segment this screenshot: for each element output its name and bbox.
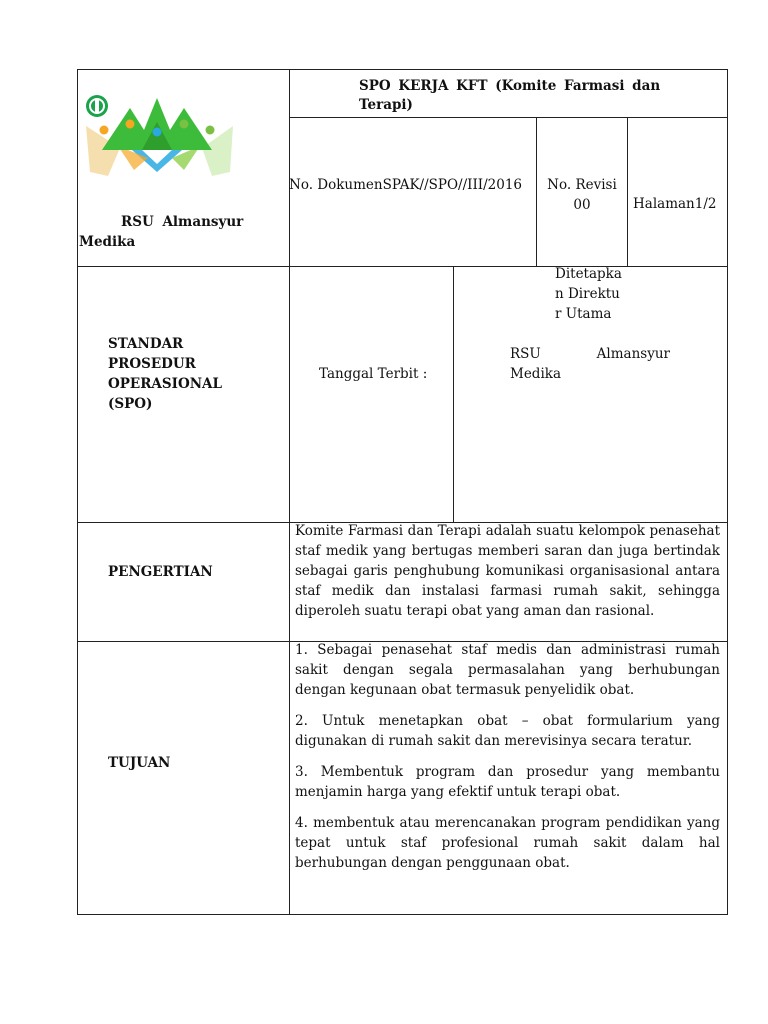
tujuan-item: 2. Untuk menetapkan obat – obat formularium yang digunakan di rumah sakit dan merevisinya secara teratur.: [295, 713, 720, 749]
pengertian-text: Komite Farmasi dan Terapi adalah suatu kelompok penasehat staf medik yang bertugas memberi saran dan juga bertindak sebagai garis penghubung komunikasi organisasional antara staf medik dan instalasi farmasi rumah sakit, sehingga diperoleh suatu terapi obat yang aman dan rasional.: [295, 523, 720, 619]
tujuan-label: TUJUAN: [108, 755, 171, 771]
document-number: No. DokumenSPAK//SPO//III/2016: [289, 177, 523, 193]
row-divider: [77, 266, 728, 267]
tujuan-item: 1. Sebagai penasehat staf medis dan administrasi rumah sakit dengan segala permasalahan yang berhubungan dengan kegunaan obat termasuk penyelidik obat.: [295, 642, 720, 698]
pengertian-label: PENGERTIAN: [108, 564, 213, 580]
col-divider: [536, 117, 537, 266]
tujuan-list: [295, 640, 720, 873]
issued-date-label: Tanggal Terbit :: [319, 366, 428, 382]
tujuan-item: 3. Membentuk program dan prosedur yang membantu menjamin harga yang efektif untuk terapi obat.: [295, 764, 720, 800]
col-divider: [289, 69, 290, 915]
row-divider: [289, 117, 728, 118]
spo-label: STANDAR PROSEDUR OPERASIONAL (SPO): [108, 336, 223, 412]
hospital-logo: [82, 86, 237, 176]
col-divider: [627, 117, 628, 266]
tujuan-item: 4. membentuk atau merencanakan program pendidikan yang tepat untuk staf profesional rumah sakit dalam hal berhubungan dengan penggunaan obat.: [295, 815, 720, 871]
approved-by: Ditetapkan Direktur Utama: [555, 266, 622, 322]
document-title: SPO KERJA KFT (Komite Farmasi dan Terapi): [359, 78, 661, 113]
approver-org: RSU Almansyur Medika: [510, 346, 670, 382]
hospital-name: RSU Almansyur Medika: [79, 214, 244, 250]
col-divider: [453, 266, 454, 522]
page-number: Halaman1/2: [633, 196, 717, 212]
revision-number: No. Revisi 00: [547, 177, 617, 213]
